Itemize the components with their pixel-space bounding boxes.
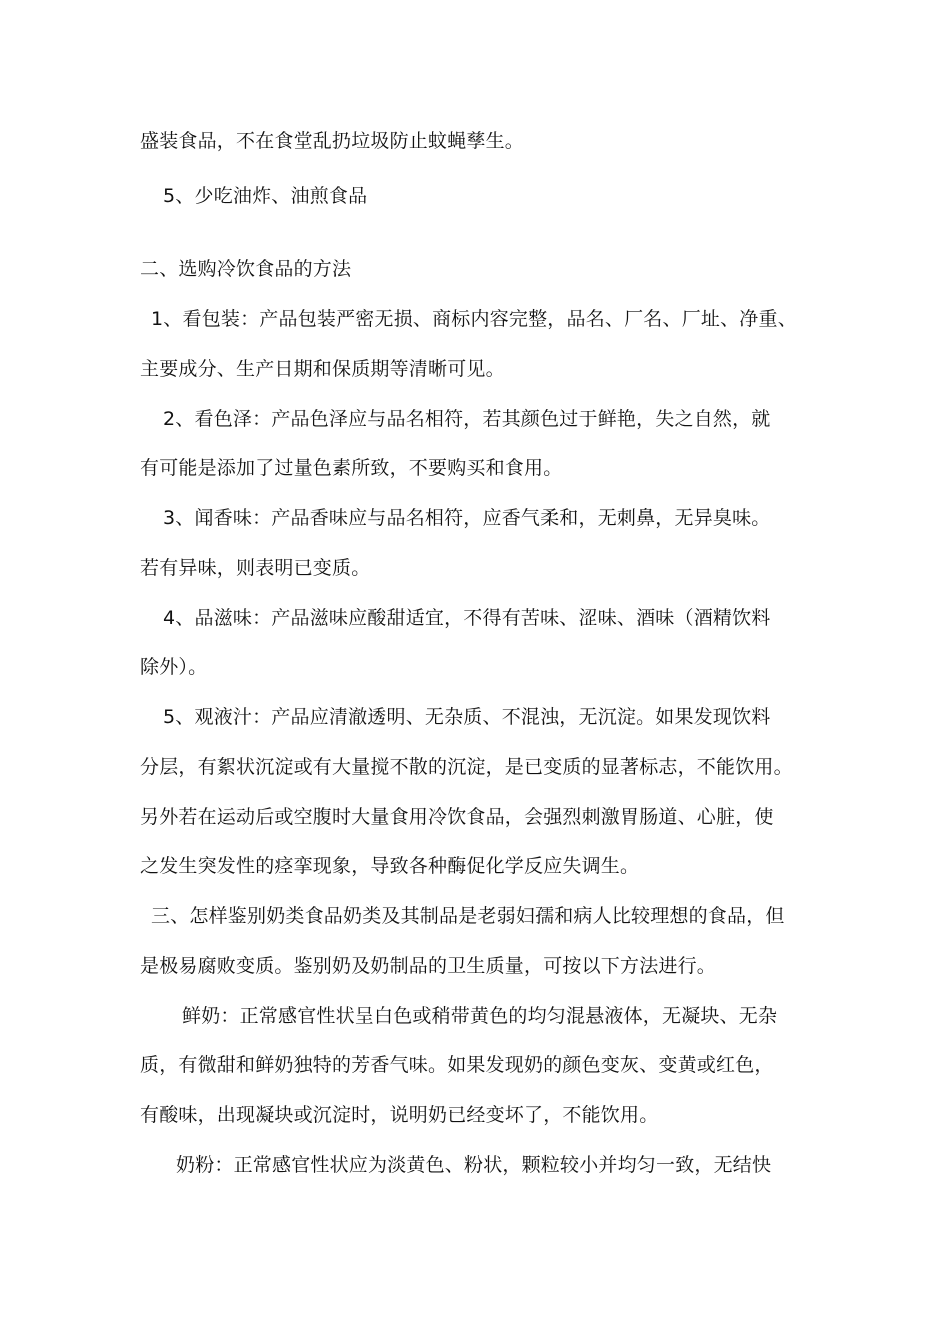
text-line: 2、看色泽：产品色泽应与品名相符，若其颜色过于鲜艳，失之自然，就 — [163, 408, 771, 430]
text-line: 盛装食品，不在食堂乱扔垃圾防止蚊蝇孳生。 — [140, 130, 525, 152]
text-line: 质，有微甜和鲜奶独特的芳香气味。如果发现奶的颜色变灰、变黄或红色， — [140, 1054, 774, 1076]
text-line: 有可能是添加了过量色素所致，不要购买和食用。 — [140, 457, 563, 479]
text-line: 是极易腐败变质。鉴别奶及奶制品的卫生质量，可按以下方法进行。 — [140, 955, 717, 977]
text-line: 鲜奶：正常感官性状呈白色或稍带黄色的均匀混悬液体，无凝块、无杂 — [182, 1005, 778, 1027]
text-line: 1、看包装：产品包装严密无损、商标内容完整，品名、厂名、厂址、净重、 — [151, 308, 797, 330]
text-line: 分层，有絮状沉淀或有大量搅不散的沉淀，是已变质的显著标志，不能饮用。 — [140, 756, 793, 778]
text-line: 4、品滋味：产品滋味应酸甜适宜，不得有苦味、涩味、酒味（酒精饮料 — [163, 607, 771, 629]
text-line: 另外若在运动后或空腹时大量食用冷饮食品，会强烈刺激胃肠道、心脏，使 — [140, 806, 774, 828]
text-line: 5、观液汁：产品应清澈透明、无杂质、不混浊，无沉淀。如果发现饮料 — [163, 706, 771, 728]
text-line: 若有异味，则表明已变质。 — [140, 557, 371, 579]
text-line: 主要成分、生产日期和保质期等清晰可见。 — [140, 358, 505, 380]
text-line: 除外）。 — [140, 656, 208, 678]
text-line: 5、少吃油炸、油煎食品 — [163, 185, 368, 207]
text-line: 有酸味，出现凝块或沉淀时，说明奶已经变坏了，不能饮用。 — [140, 1104, 659, 1126]
text-line: 之发生突发性的痉挛现象，导致各种酶促化学反应失调生。 — [140, 855, 640, 877]
text-line: 奶粉：正常感官性状应为淡黄色、粉状，颗粒较小并均匀一致，无结快 — [176, 1154, 772, 1176]
section-heading: 三、怎样鉴别奶类食品奶类及其制品是老弱妇孺和病人比较理想的食品，但 — [151, 905, 785, 927]
section-heading: 二、选购冷饮食品的方法 — [140, 258, 352, 280]
text-line: 3、闻香味：产品香味应与品名相符，应香气柔和，无刺鼻，无异臭味。 — [163, 507, 771, 529]
